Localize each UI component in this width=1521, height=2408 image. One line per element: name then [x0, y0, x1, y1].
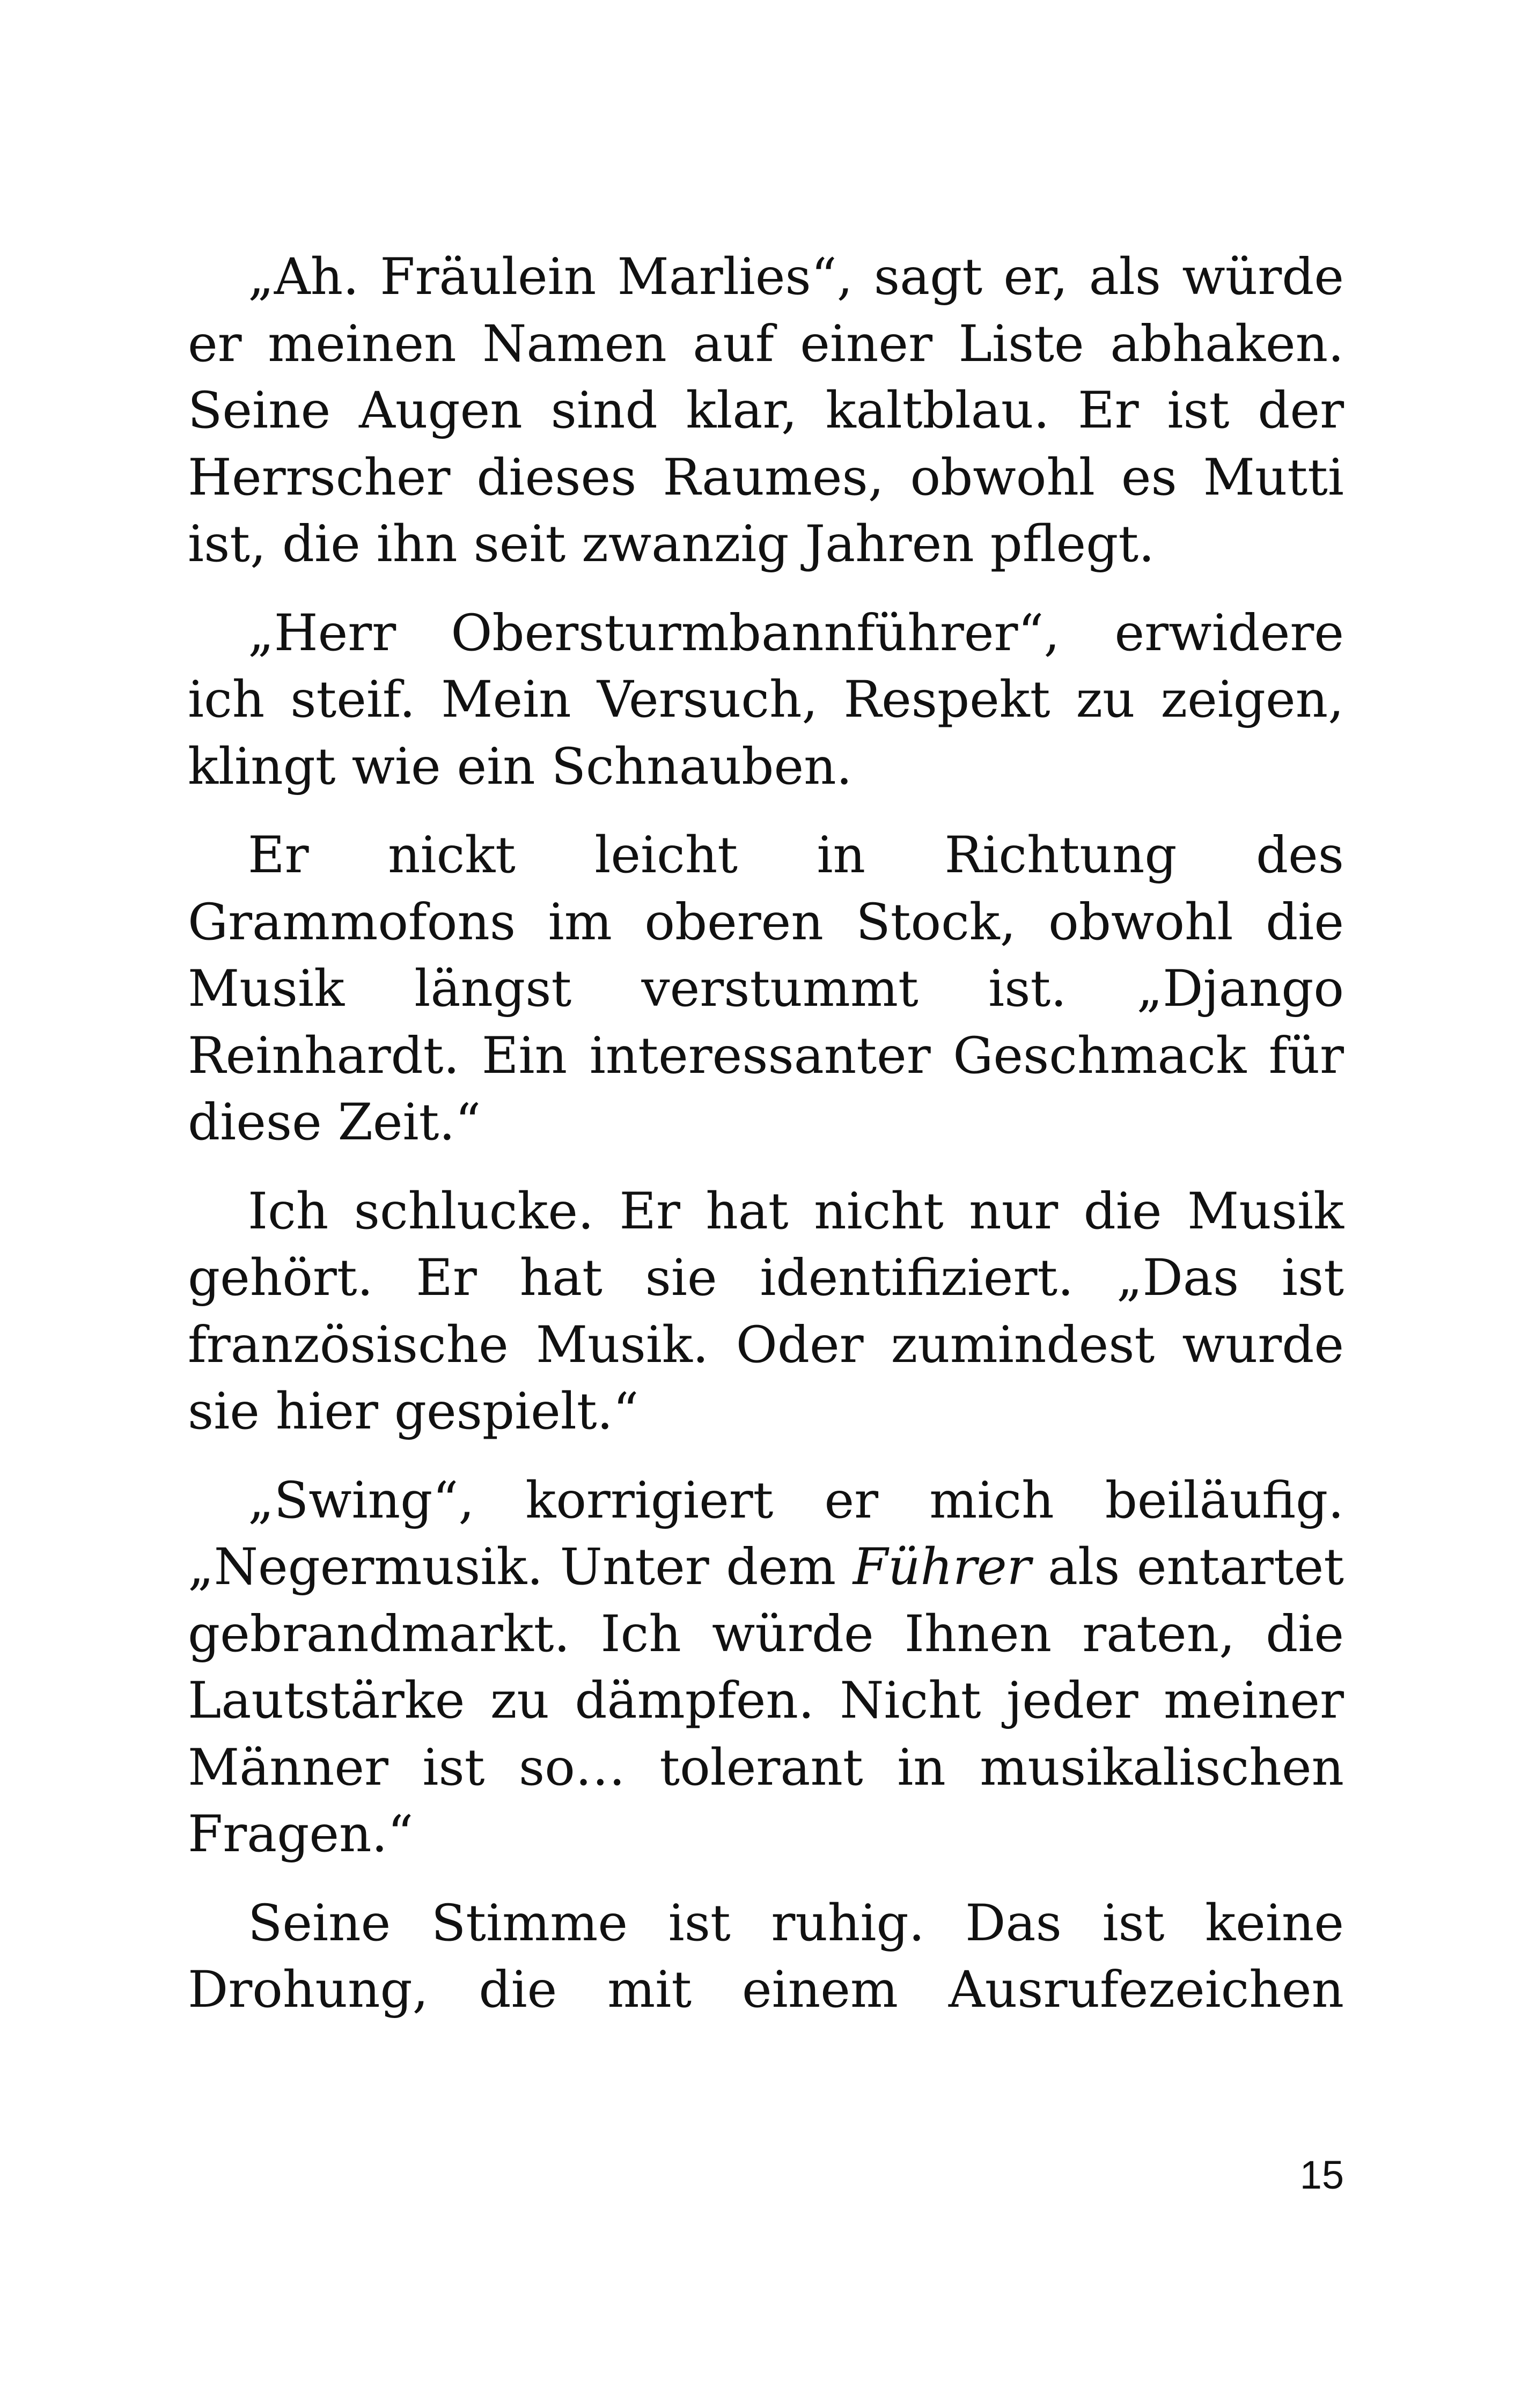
paragraph-4: Ich schlucke. Er hat nicht nur die Musik gehört. Er hat sie identifiziert. „Das ist französische Musik. Oder zumindest wurde sie hier gespielt.“: [188, 1182, 1344, 1441]
paragraph-5-text-before: „Swing“, korrigiert er mich beiläufig. „Negermusik. Unter dem: [188, 1471, 1344, 1596]
page-body-text: [188, 244, 1344, 2046]
paragraph-5-italic-word: Führer: [853, 1538, 1031, 1596]
paragraph-5: [188, 1468, 1344, 1868]
paragraph-3: Er nickt leicht in Richtung des Grammofons im oberen Stock, obwohl die Musik längst verstummt ist. „Django Reinhardt. Ein interessanter Geschmack für diese Zeit.“: [188, 826, 1344, 1152]
page-number: 15: [1299, 2153, 1344, 2197]
paragraph-6: Seine Stimme ist ruhig. Das ist keine Drohung, die mit einem Ausrufezeichen: [188, 1894, 1344, 2019]
paragraph-5-text-after: als entartet gebrandmarkt. Ich würde Ihnen raten, die Lautstärke zu dämpfen. Nicht jeder meiner Männer ist so… tolerant in musikalischen Fragen.“: [188, 1538, 1344, 1864]
paragraph-2: „Herr Obersturmbannführer“, erwidere ich steif. Mein Versuch, Respekt zu zeigen, klingt wie ein Schnauben.: [188, 603, 1344, 796]
paragraph-1: „Ah. Fräulein Marlies“, sagt er, als würde er meinen Namen auf einer Liste abhaken. Seine Augen sind klar, kaltblau. Er ist der Herrscher dieses Raumes, obwohl es Mutti ist, die ihn seit zwanzig Jahren pflegt.: [188, 248, 1344, 573]
